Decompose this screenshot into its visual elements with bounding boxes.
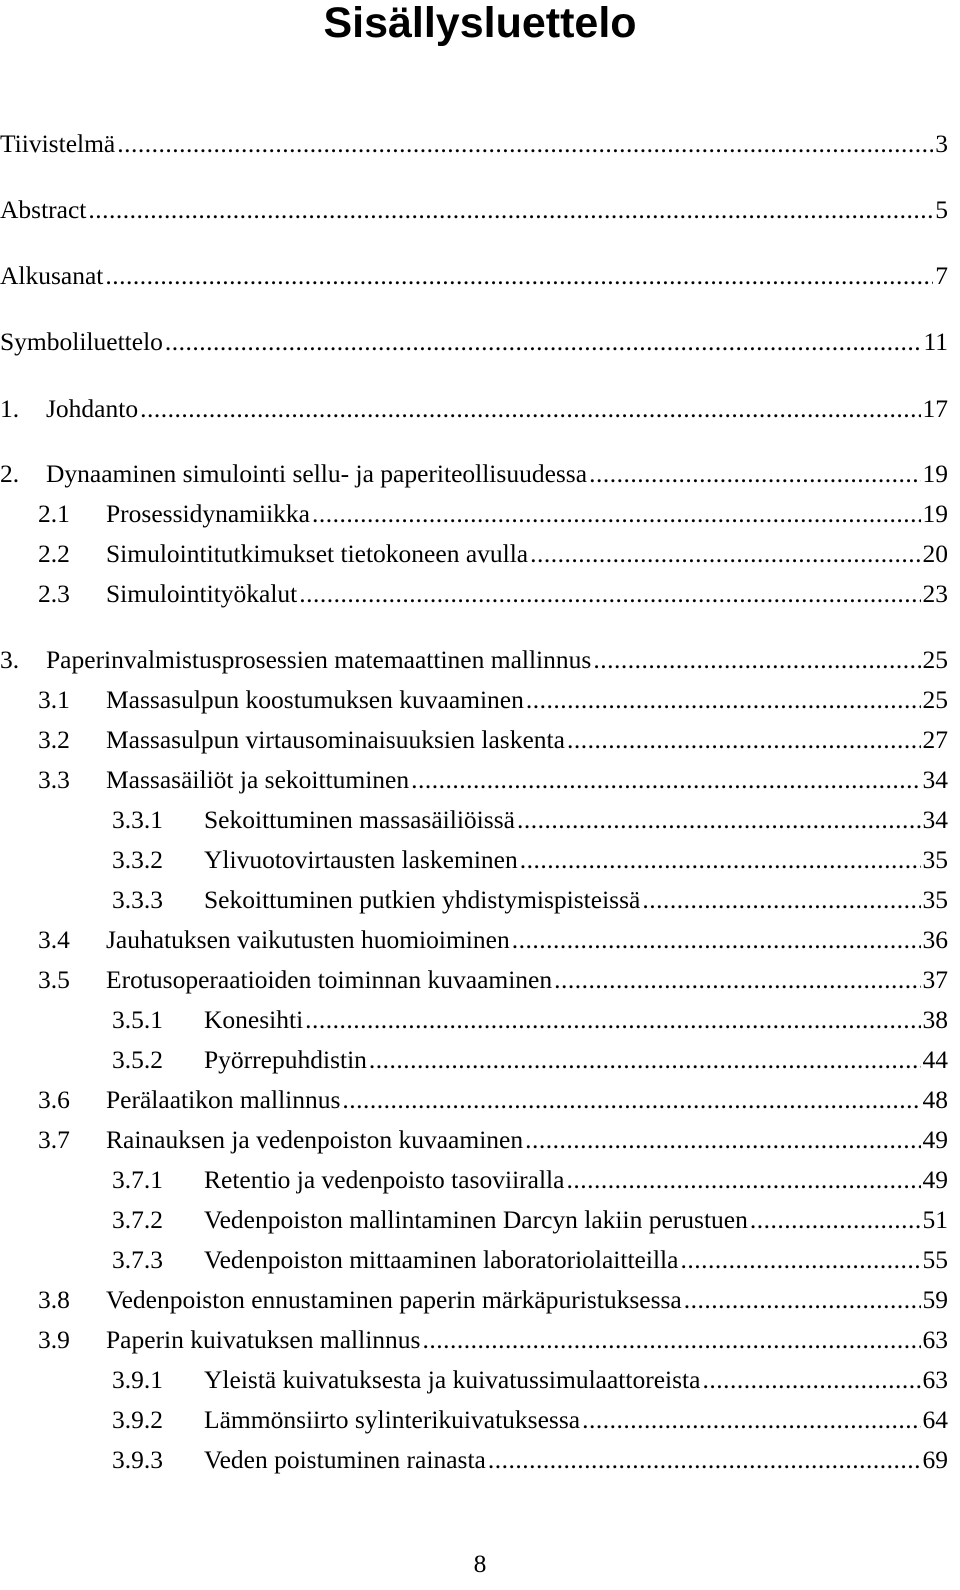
toc-entry[interactable]: [38, 723, 948, 757]
toc-entry-number: 3.8: [38, 1285, 70, 1314]
toc-entry-page: 34: [922, 805, 948, 834]
toc-dot-leader: [305, 1003, 920, 1037]
toc-entry-number: 3.5.2: [112, 1045, 163, 1074]
toc-entry-page: 19: [922, 459, 948, 488]
toc-entry-page: 35: [922, 885, 948, 914]
toc-entry-number: 3.4: [38, 925, 70, 954]
toc-entry[interactable]: [112, 1403, 948, 1437]
toc-entry[interactable]: [38, 497, 948, 531]
toc-entry-number: 3.6: [38, 1085, 70, 1114]
toc-entry-number: 1.: [0, 394, 20, 423]
toc-entry-label: Alkusanat: [0, 261, 104, 290]
toc-dot-leader: [530, 537, 920, 571]
toc-dot-leader: [488, 1443, 921, 1477]
toc-entry[interactable]: [112, 1163, 948, 1197]
toc-entry-label: Symboliluettelo: [0, 327, 163, 356]
toc-entry[interactable]: [38, 923, 948, 957]
toc-entry-label: Lämmönsiirto sylinterikuivatuksessa: [204, 1405, 581, 1434]
toc-entry-page: 35: [922, 845, 948, 874]
toc-entry-page: 25: [922, 685, 948, 714]
toc-entry[interactable]: [112, 1363, 948, 1397]
toc-entry-number: 3.3.3: [112, 885, 163, 914]
toc-dot-leader: [512, 923, 921, 957]
toc-dot-leader: [342, 1083, 920, 1117]
toc-dot-leader: [642, 883, 920, 917]
toc-entry[interactable]: [0, 392, 948, 426]
toc-entry[interactable]: [112, 843, 948, 877]
toc-dot-leader: [517, 803, 921, 837]
toc-entry-label: Konesihti: [204, 1005, 304, 1034]
toc-entry-page: 25: [922, 645, 948, 674]
toc-entry[interactable]: [112, 1003, 948, 1037]
toc-entry-label: Vedenpoiston mittaaminen laboratoriolaitteilla: [204, 1245, 679, 1274]
toc-entry-number: 3.9.1: [112, 1365, 163, 1394]
toc-entry[interactable]: [38, 763, 948, 797]
toc-entry-label: Vedenpoiston ennustaminen paperin märkäpuristuksessa: [106, 1285, 682, 1314]
toc-dot-leader: [582, 1403, 920, 1437]
toc-entry-number: 2.3: [38, 579, 70, 608]
toc-entry[interactable]: [112, 1203, 948, 1237]
toc-entry-page: 19: [922, 499, 948, 528]
toc-entry[interactable]: [38, 537, 948, 571]
toc-entry-label: Prosessidynamiikka: [106, 499, 310, 528]
toc-dot-leader: [520, 843, 921, 877]
toc-entry-page: 27: [922, 725, 948, 754]
toc-entry[interactable]: [112, 803, 948, 837]
toc-entry-number: 3.7.3: [112, 1245, 163, 1274]
toc-entry-label: Johdanto: [46, 394, 139, 423]
toc-entry-label: Paperinvalmistusprosessien matemaattinen mallinnus: [46, 645, 592, 674]
toc-entry-number: 3.9.3: [112, 1445, 163, 1474]
toc-entry-page: 69: [922, 1445, 948, 1474]
toc-entry-number: 3.3.1: [112, 805, 163, 834]
toc-entry-label: Ylivuotovirtausten laskeminen: [204, 845, 518, 874]
toc-entry-page: 37: [922, 965, 948, 994]
toc-entry-label: Pyörrepuhdistin: [204, 1045, 367, 1074]
toc-entry[interactable]: [0, 643, 948, 677]
toc-entry-number: 3.3.2: [112, 845, 163, 874]
toc-dot-leader: [140, 392, 920, 426]
toc-entry-page: 11: [923, 327, 948, 356]
toc-entry-page: 51: [922, 1205, 948, 1234]
toc-entry-label: Dynaaminen simulointi sellu- ja paperiteollisuudessa: [46, 459, 588, 488]
toc-dot-leader: [117, 127, 933, 161]
toc-dot-leader: [684, 1283, 921, 1317]
toc-dot-leader: [165, 325, 922, 359]
toc-dot-leader: [525, 1123, 920, 1157]
toc-entry[interactable]: [112, 1443, 948, 1477]
toc-dot-leader: [750, 1203, 921, 1237]
toc-entry-label: Rainauksen ja vedenpoiston kuvaaminen: [106, 1125, 524, 1154]
toc-entry-label: Tiivistelmä: [0, 129, 116, 158]
toc-dot-leader: [526, 683, 921, 717]
toc-entry-label: Massasulpun koostumuksen kuvaaminen: [106, 685, 524, 714]
toc-dot-leader: [566, 1163, 920, 1197]
toc-entry[interactable]: [38, 577, 948, 611]
toc-entry-number: 3.3: [38, 765, 70, 794]
toc-entry-label: Erotusoperaatioiden toiminnan kuvaaminen: [106, 965, 553, 994]
toc-entry-number: 3.: [0, 645, 20, 674]
toc-dot-leader: [312, 497, 921, 531]
toc-entry[interactable]: [38, 1283, 948, 1317]
toc-entry-page: 7: [935, 261, 948, 290]
toc-dot-leader: [680, 1243, 920, 1277]
toc-dot-leader: [105, 259, 933, 293]
toc-dot-leader: [411, 763, 920, 797]
toc-entry-page: 64: [922, 1405, 948, 1434]
toc-entry-page: 3: [935, 129, 948, 158]
toc-dot-leader: [593, 643, 920, 677]
toc-entry-label: Retentio ja vedenpoisto tasoviiralla: [204, 1165, 565, 1194]
toc-entry[interactable]: [38, 1083, 948, 1117]
toc-entry[interactable]: [38, 1123, 948, 1157]
toc-dot-leader: [589, 457, 920, 491]
toc-dot-leader: [702, 1363, 920, 1397]
toc-entry[interactable]: [0, 193, 948, 227]
toc-entry-label: Massasulpun virtausominaisuuksien laskenta: [106, 725, 565, 754]
toc-entry-number: 3.7: [38, 1125, 70, 1154]
toc-entry-label: Perälaatikon mallinnus: [106, 1085, 341, 1114]
toc-entry-label: Sekoittuminen massasäiliöissä: [204, 805, 515, 834]
toc-entry[interactable]: [0, 127, 948, 161]
toc-entry-page: 17: [922, 394, 948, 423]
toc-entry[interactable]: [38, 963, 948, 997]
toc-entry[interactable]: [38, 1323, 948, 1357]
toc-entry-page: 63: [922, 1325, 948, 1354]
toc-entry-page: 48: [922, 1085, 948, 1114]
toc-dot-leader: [88, 193, 933, 227]
toc-entry-number: 2.: [0, 459, 20, 488]
toc-entry-label: Abstract: [0, 195, 87, 224]
toc-dot-leader: [369, 1043, 921, 1077]
toc-entry-page: 55: [922, 1245, 948, 1274]
toc-entry-label: Veden poistuminen rainasta: [204, 1445, 486, 1474]
toc-entry-page: 20: [922, 539, 948, 568]
toc-entry[interactable]: [112, 1243, 948, 1277]
toc-dot-leader: [554, 963, 920, 997]
toc-entry-page: 49: [922, 1125, 948, 1154]
toc-entry-page: 34: [922, 765, 948, 794]
toc-entry-label: Sekoittuminen putkien yhdistymispisteissä: [204, 885, 641, 914]
toc-entry-number: 3.9: [38, 1325, 70, 1354]
toc-entry-page: 44: [922, 1045, 948, 1074]
toc-entry-label: Jauhatuksen vaikutusten huomioiminen: [106, 925, 510, 954]
toc-entry-page: 38: [922, 1005, 948, 1034]
toc-entry[interactable]: [0, 457, 948, 491]
toc-entry[interactable]: [0, 325, 948, 359]
toc-entry-page: 49: [922, 1165, 948, 1194]
toc-entry-number: 3.2: [38, 725, 70, 754]
toc-entry-number: 3.7.1: [112, 1165, 163, 1194]
toc-dot-leader: [422, 1323, 920, 1357]
page-number: 8: [473, 1549, 487, 1578]
toc-entry[interactable]: [0, 259, 948, 293]
toc-entry-number: 2.2: [38, 539, 70, 568]
toc-entry-number: 3.1: [38, 685, 70, 714]
toc-entry-number: 2.1: [38, 499, 70, 528]
toc-entry[interactable]: [112, 883, 948, 917]
toc-entry[interactable]: [112, 1043, 948, 1077]
toc-entry[interactable]: [38, 683, 948, 717]
toc-entry-page: 23: [922, 579, 948, 608]
toc-dot-leader: [299, 577, 920, 611]
toc-entry-page: 5: [935, 195, 948, 224]
toc-entry-label: Simulointitutkimukset tietokoneen avulla: [106, 539, 529, 568]
toc-entry-page: 59: [922, 1285, 948, 1314]
toc-entry-page: 63: [922, 1365, 948, 1394]
toc-entry-label: Vedenpoiston mallintaminen Darcyn lakiin perustuen: [204, 1205, 748, 1234]
toc-entry-label: Paperin kuivatuksen mallinnus: [106, 1325, 421, 1354]
toc-entry-label: Massasäiliöt ja sekoittuminen: [106, 765, 410, 794]
toc-entry-label: Yleistä kuivatuksesta ja kuivatussimulaattoreista: [204, 1365, 701, 1394]
page-title: Sisällysluettelo: [323, 0, 637, 47]
toc-dot-leader: [567, 723, 921, 757]
toc-entry-page: 36: [922, 925, 948, 954]
toc-entry-number: 3.5: [38, 965, 70, 994]
toc-entry-label: Simulointityökalut: [106, 579, 298, 608]
toc-entry-number: 3.5.1: [112, 1005, 163, 1034]
toc-entry-number: 3.9.2: [112, 1405, 163, 1434]
toc-entry-number: 3.7.2: [112, 1205, 163, 1234]
